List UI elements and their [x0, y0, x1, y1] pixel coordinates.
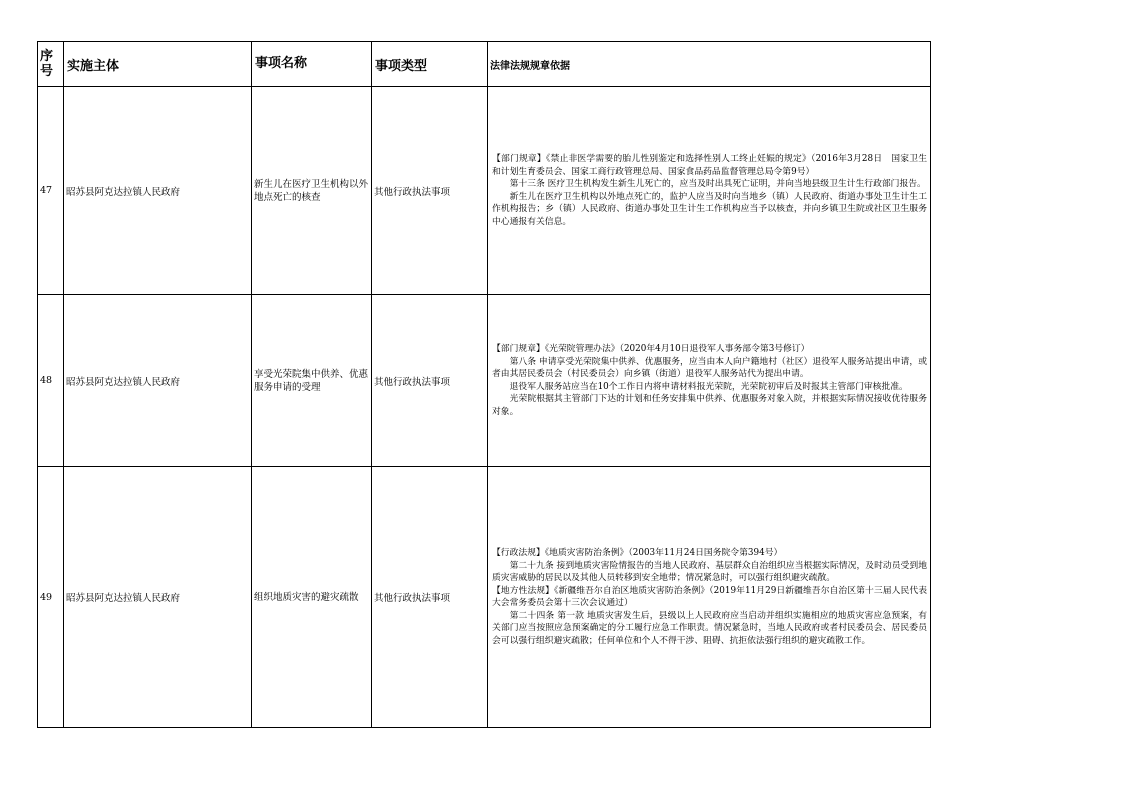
row-seq: 47 — [38, 87, 64, 295]
header-item-name: 事项名称 — [252, 42, 372, 87]
row-seq: 48 — [38, 295, 64, 467]
row-legal-basis — [488, 87, 931, 295]
row-item-name: 新生儿在医疗卫生机构以外地点死亡的核查 — [252, 87, 372, 295]
basis-paragraph: 【地方性法规】《新疆维吾尔自治区地质灾害防治条例》（2019年11月29日新疆维吾尔自治区第十三届人民代表大会常务委员会第十三次会议通过） — [492, 585, 927, 608]
basis-paragraph: 【部门规章】《禁止非医学需要的胎儿性别鉴定和选择性别人工终止妊娠的规定》（2016年3月28日 国家卫生和计划生育委员会、国家工商行政管理总局、国家食品药品监督管理总局令第9号） — [492, 154, 927, 177]
basis-paragraph: 退役军人服务站应当在10个工作日内将申请材料报光荣院，光荣院初审后及时报其主管部门审核批准。 — [509, 381, 908, 392]
basis-paragraph: 光荣院根据其主管部门下达的计划和任务安排集中供养、优惠服务对象入院，并根据实际情况接收优待服务对象。 — [492, 394, 927, 417]
row-item-type: 其他行政执法事项 — [372, 87, 488, 295]
row-item-name: 组织地质灾害的避灾疏散 — [252, 467, 372, 728]
table-row — [38, 87, 931, 295]
row-legal-basis — [488, 467, 931, 728]
row-item-name: 享受光荣院集中供养、优惠服务申请的受理 — [252, 295, 372, 467]
table-row — [38, 467, 931, 728]
basis-paragraph: 【部门规章】《光荣院管理办法》（2020年4月10日退役军人事务部令第3号修订） — [492, 344, 810, 354]
header-seq: 序号 — [38, 42, 64, 87]
row-item-type: 其他行政执法事项 — [372, 467, 488, 728]
row-subject: 昭苏县阿克达拉镇人民政府 — [64, 87, 252, 295]
header-subject: 实施主体 — [64, 42, 252, 87]
basis-paragraph: 第八条 申请享受光荣院集中供养、优惠服务，应当由本人向户籍地村（社区）退役军人服务站提出申请，或者由其居民委员会（村民委员会）向乡镇（街道）退役军人服务站代为提出申请。 — [492, 356, 927, 379]
header-row — [38, 42, 931, 87]
row-item-type: 其他行政执法事项 — [372, 295, 488, 467]
header-item-type: 事项类型 — [372, 42, 488, 87]
basis-paragraph: 【行政法规】《地质灾害防治条例》（2003年11月24日国务院令第394号） — [492, 548, 783, 558]
row-subject: 昭苏县阿克达拉镇人民政府 — [64, 295, 252, 467]
basis-paragraph: 第二十九条 接到地质灾害险情报告的当地人民政府、基层群众自治组织应当根据实际情况，及时动员受到地质灾害威胁的居民以及其他人员转移到安全地带；情况紧急时，可以强行组织避灾疏散。 — [492, 560, 927, 583]
row-seq: 49 — [38, 467, 64, 728]
row-subject: 昭苏县阿克达拉镇人民政府 — [64, 467, 252, 728]
row-legal-basis — [488, 295, 931, 467]
basis-paragraph: 新生儿在医疗卫生机构以外地点死亡的，监护人应当及时向当地乡（镇）人民政府、街道办事处卫生计生工作机构报告；乡（镇）人民政府、街道办事处卫生计生工作机构应当予以核查，并向乡镇卫生院或社区卫生服务中心通报有关信息。 — [492, 191, 927, 227]
enforcement-items-table — [37, 41, 931, 728]
basis-paragraph: 第二十四条 第一款 地质灾害发生后，县级以上人民政府应当启动并组织实施相应的地质灾害应急预案，有关部门应当按照应急预案确定的分工履行应急工作职责。情况紧急时，当地人民政府或者村民委员会、居民委员会可以强行组织避灾疏散；任何单位和个人不得干涉、阻碍、抗拒依法强行组织的避灾疏散工作。 — [492, 610, 927, 646]
basis-paragraph: 第十三条 医疗卫生机构发生新生儿死亡的，应当及时出具死亡证明，并向当地县级卫生计生行政部门报告。 — [509, 179, 926, 189]
header-legal-basis: 法律法规规章依据 — [488, 42, 931, 87]
table-row — [38, 295, 931, 467]
